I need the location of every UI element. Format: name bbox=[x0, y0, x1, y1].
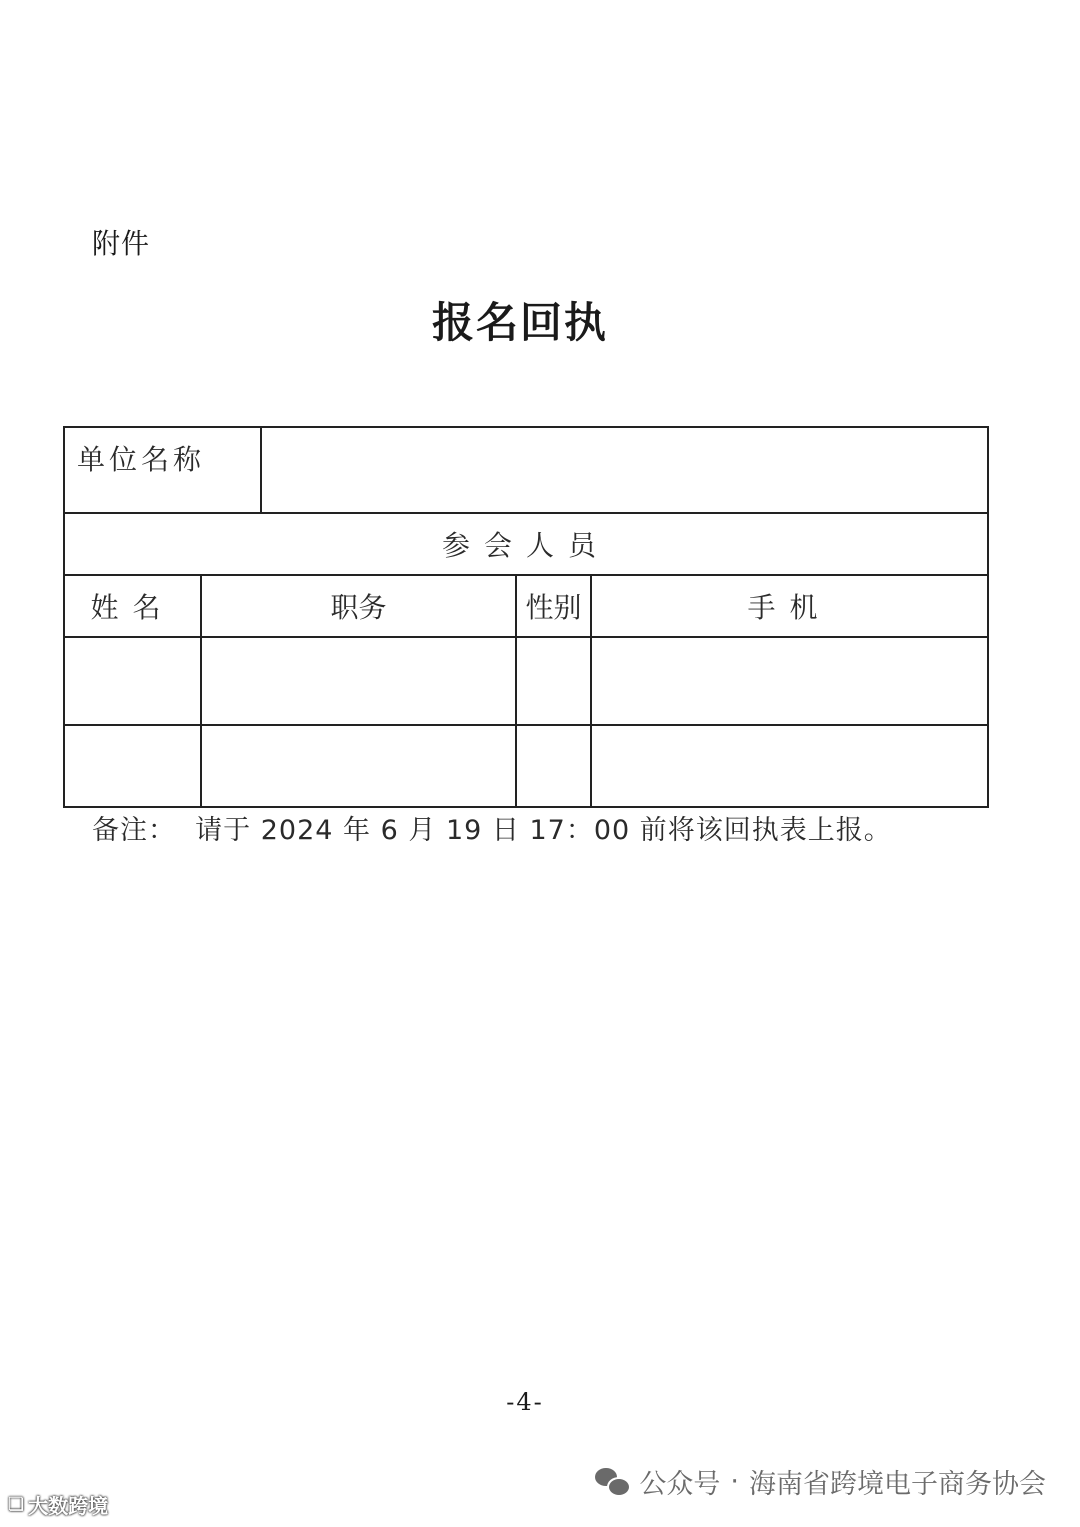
document-title: 报名回执 bbox=[431, 298, 608, 347]
name-cell[interactable] bbox=[64, 637, 201, 725]
brand-logo-icon: ❏ bbox=[8, 1494, 25, 1515]
watermark-left-text: 大数跨境 bbox=[28, 1494, 109, 1518]
watermark-account-name: 海南省跨境电子商务协会 bbox=[749, 1469, 1046, 1500]
position-cell[interactable] bbox=[201, 637, 516, 725]
gender-cell[interactable] bbox=[516, 637, 591, 725]
registration-form-table bbox=[63, 426, 989, 808]
participants-label: 参会人员 bbox=[64, 513, 988, 575]
page-number: -4- bbox=[506, 1388, 544, 1416]
participants-row bbox=[64, 513, 988, 575]
gender-cell[interactable] bbox=[516, 725, 591, 807]
note-text: 备注： 请于 2024 年 6 月 19 日 17：00 前将该回执表上报。 bbox=[92, 815, 892, 846]
name-cell[interactable] bbox=[64, 725, 201, 807]
unit-name-field[interactable] bbox=[261, 427, 988, 513]
position-cell[interactable] bbox=[201, 725, 516, 807]
phone-cell[interactable] bbox=[591, 725, 988, 807]
table-row bbox=[64, 725, 988, 807]
header-gender: 性别 bbox=[516, 575, 591, 637]
watermark-left bbox=[8, 1490, 108, 1519]
attachment-label: 附件 bbox=[92, 227, 151, 260]
watermark-separator: · bbox=[730, 1466, 739, 1497]
header-phone: 手机 bbox=[591, 575, 988, 637]
header-name: 姓名 bbox=[64, 575, 201, 637]
watermark-prefix: 公众号 bbox=[639, 1469, 721, 1500]
table-row bbox=[64, 637, 988, 725]
unit-name-row bbox=[64, 427, 988, 513]
wechat-icon bbox=[595, 1468, 629, 1496]
phone-cell[interactable] bbox=[591, 637, 988, 725]
column-header-row bbox=[64, 575, 988, 637]
header-position: 职务 bbox=[201, 575, 516, 637]
watermark-right bbox=[595, 1462, 1046, 1501]
unit-name-label: 单位名称 bbox=[64, 427, 261, 513]
